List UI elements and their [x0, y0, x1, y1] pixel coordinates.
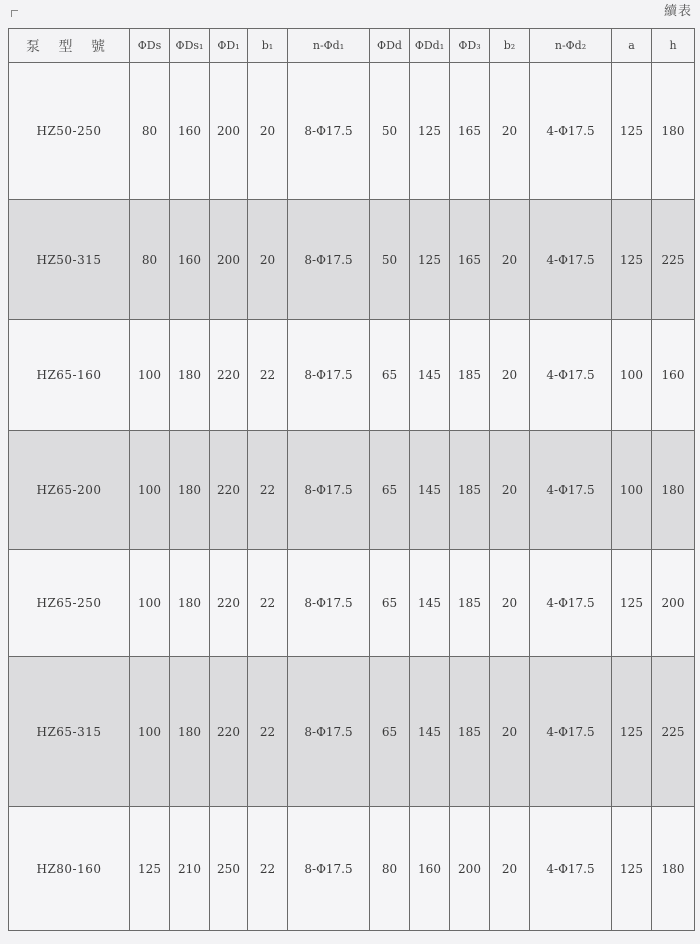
cell-b1: 22 [248, 807, 288, 931]
table-row [9, 431, 695, 550]
cell-n-phi-d2: 4-Φ17.5 [530, 657, 612, 807]
cell-h: 180 [652, 807, 695, 931]
cell-a: 125 [612, 807, 652, 931]
cell-phi-d1: 220 [210, 550, 248, 657]
header-phi-ds: ΦDs [130, 29, 170, 63]
cell-phi-dd: 65 [370, 550, 410, 657]
cell-h: 225 [652, 657, 695, 807]
cell-b1: 20 [248, 63, 288, 200]
cell-a: 125 [612, 657, 652, 807]
cell-phi-d3: 165 [450, 200, 490, 320]
header-b1: b₁ [248, 29, 288, 63]
cell-phi-d3: 185 [450, 550, 490, 657]
cell-phi-d1: 250 [210, 807, 248, 931]
cell-phi-dd1: 145 [410, 320, 450, 431]
cell-n-phi-d1: 8-Φ17.5 [288, 63, 370, 200]
cell-pump-model: HZ50-250 [9, 63, 130, 200]
continued-label: 續表 [663, 4, 692, 19]
pump-spec-table [8, 28, 695, 931]
cell-phi-dd1: 125 [410, 63, 450, 200]
cell-b1: 20 [248, 200, 288, 320]
cell-h: 180 [652, 431, 695, 550]
cell-phi-dd: 50 [370, 63, 410, 200]
cell-phi-ds: 100 [130, 431, 170, 550]
cell-phi-dd: 65 [370, 431, 410, 550]
cell-a: 125 [612, 63, 652, 200]
cell-phi-d1: 220 [210, 657, 248, 807]
cell-n-phi-d1: 8-Φ17.5 [288, 657, 370, 807]
cell-phi-ds1: 180 [170, 431, 210, 550]
cell-h: 180 [652, 63, 695, 200]
cell-phi-ds1: 180 [170, 657, 210, 807]
cell-phi-ds1: 180 [170, 550, 210, 657]
cell-b2: 20 [490, 807, 530, 931]
cell-phi-ds: 80 [130, 63, 170, 200]
cell-b2: 20 [490, 431, 530, 550]
cell-b2: 20 [490, 657, 530, 807]
cell-phi-dd1: 145 [410, 550, 450, 657]
cell-b2: 20 [490, 550, 530, 657]
header-phi-dd: ΦDd [370, 29, 410, 63]
cell-pump-model: HZ50-315 [9, 200, 130, 320]
cell-b1: 22 [248, 431, 288, 550]
cell-phi-d3: 165 [450, 63, 490, 200]
cell-phi-ds1: 160 [170, 200, 210, 320]
cell-phi-ds: 100 [130, 550, 170, 657]
cell-n-phi-d2: 4-Φ17.5 [530, 200, 612, 320]
cell-n-phi-d1: 8-Φ17.5 [288, 431, 370, 550]
cell-phi-ds: 125 [130, 807, 170, 931]
table-row [9, 200, 695, 320]
cell-a: 100 [612, 320, 652, 431]
cell-pump-model: HZ80-160 [9, 807, 130, 931]
cell-n-phi-d2: 4-Φ17.5 [530, 63, 612, 200]
cell-n-phi-d2: 4-Φ17.5 [530, 320, 612, 431]
cell-phi-dd1: 145 [410, 657, 450, 807]
cell-phi-d1: 200 [210, 63, 248, 200]
table-row [9, 657, 695, 807]
cell-phi-d3: 185 [450, 320, 490, 431]
cell-b1: 22 [248, 657, 288, 807]
cell-h: 160 [652, 320, 695, 431]
cell-phi-d1: 220 [210, 431, 248, 550]
cell-n-phi-d2: 4-Φ17.5 [530, 431, 612, 550]
cell-a: 125 [612, 550, 652, 657]
table-header-row [9, 29, 695, 63]
cell-phi-ds: 80 [130, 200, 170, 320]
cell-phi-dd1: 160 [410, 807, 450, 931]
table-row [9, 807, 695, 931]
header-n-phi-d2: n-Φd₂ [530, 29, 612, 63]
cell-phi-ds: 100 [130, 657, 170, 807]
cell-b2: 20 [490, 63, 530, 200]
cell-phi-dd1: 125 [410, 200, 450, 320]
cell-b1: 22 [248, 320, 288, 431]
cell-phi-d1: 220 [210, 320, 248, 431]
cell-phi-dd: 80 [370, 807, 410, 931]
header-phi-d1: ΦD₁ [210, 29, 248, 63]
cell-h: 225 [652, 200, 695, 320]
header-phi-d3: ΦD₃ [450, 29, 490, 63]
header-h: h [652, 29, 695, 63]
header-n-phi-d1: n-Φd₁ [288, 29, 370, 63]
cell-phi-ds1: 210 [170, 807, 210, 931]
cell-pump-model: HZ65-160 [9, 320, 130, 431]
cell-b2: 20 [490, 320, 530, 431]
header-pump-model: 泵 型 號 [9, 29, 130, 63]
cell-phi-d3: 200 [450, 807, 490, 931]
cell-n-phi-d1: 8-Φ17.5 [288, 807, 370, 931]
table-row [9, 63, 695, 200]
cell-n-phi-d1: 8-Φ17.5 [288, 550, 370, 657]
cell-phi-d1: 200 [210, 200, 248, 320]
cell-phi-dd1: 145 [410, 431, 450, 550]
cell-phi-d3: 185 [450, 657, 490, 807]
corner-mark [11, 10, 18, 17]
cell-phi-dd: 65 [370, 657, 410, 807]
cell-b2: 20 [490, 200, 530, 320]
cell-n-phi-d2: 4-Φ17.5 [530, 550, 612, 657]
table-row [9, 320, 695, 431]
cell-h: 200 [652, 550, 695, 657]
cell-pump-model: HZ65-250 [9, 550, 130, 657]
cell-phi-dd: 50 [370, 200, 410, 320]
cell-phi-ds1: 160 [170, 63, 210, 200]
cell-a: 125 [612, 200, 652, 320]
table-row [9, 550, 695, 657]
cell-n-phi-d1: 8-Φ17.5 [288, 200, 370, 320]
cell-a: 100 [612, 431, 652, 550]
cell-pump-model: HZ65-200 [9, 431, 130, 550]
cell-phi-d3: 185 [450, 431, 490, 550]
header-phi-dd1: ΦDd₁ [410, 29, 450, 63]
cell-n-phi-d2: 4-Φ17.5 [530, 807, 612, 931]
header-a: a [612, 29, 652, 63]
cell-pump-model: HZ65-315 [9, 657, 130, 807]
header-b2: b₂ [490, 29, 530, 63]
header-phi-ds1: ΦDs₁ [170, 29, 210, 63]
cell-phi-dd: 65 [370, 320, 410, 431]
cell-phi-ds1: 180 [170, 320, 210, 431]
cell-phi-ds: 100 [130, 320, 170, 431]
cell-n-phi-d1: 8-Φ17.5 [288, 320, 370, 431]
cell-b1: 22 [248, 550, 288, 657]
